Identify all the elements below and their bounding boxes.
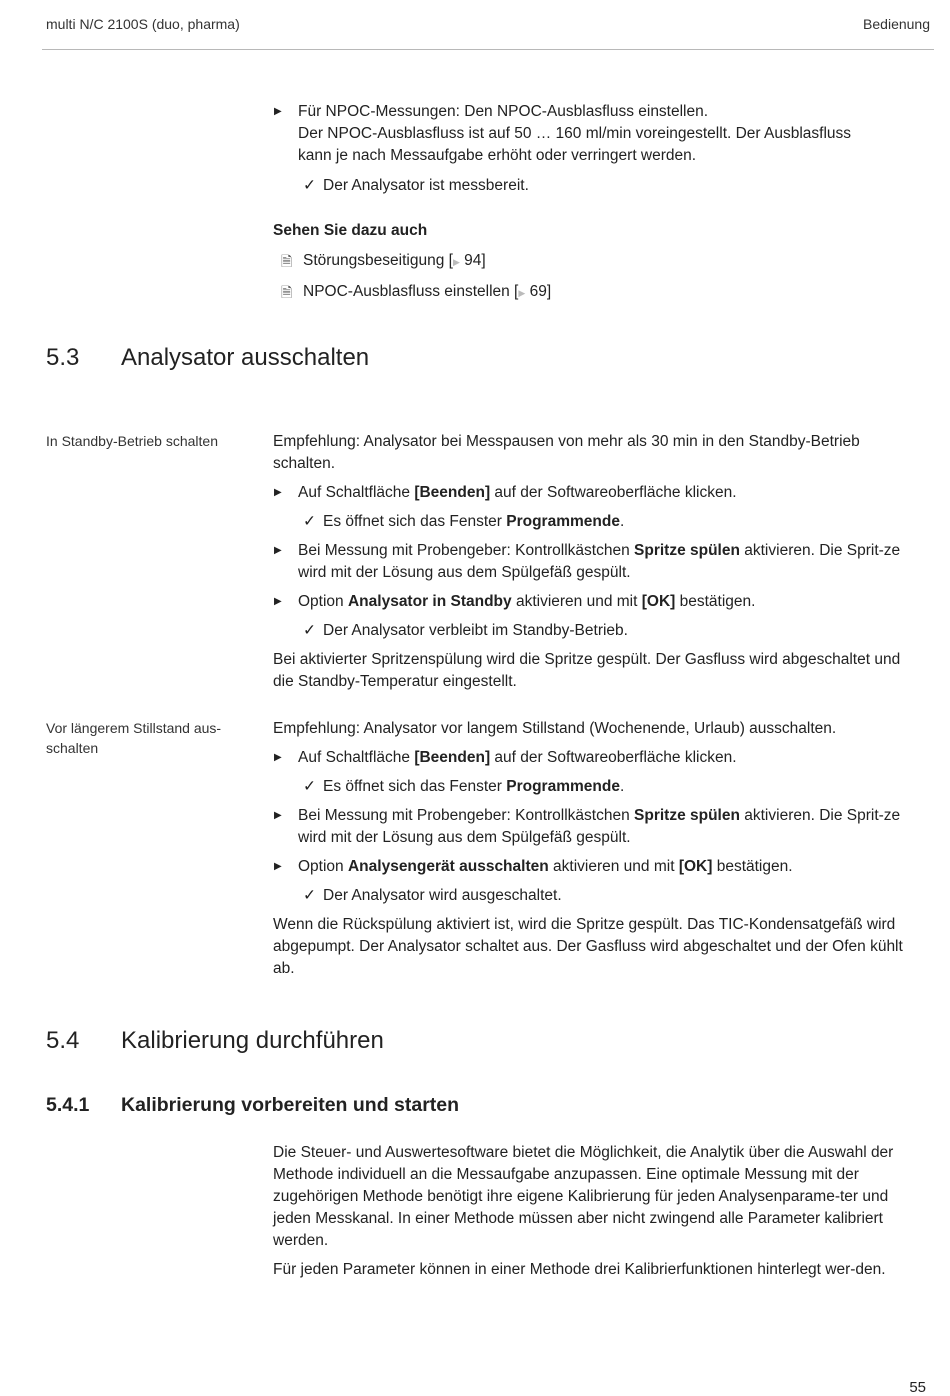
- document-icon: 🗎: [281, 284, 293, 300]
- triangle-right-icon: ▶: [274, 545, 282, 556]
- step-bullet: [273, 101, 923, 167]
- running-header-chapter: Bedienung: [863, 16, 930, 32]
- calibration-intro: [273, 1142, 923, 1281]
- section-heading-5-3: [46, 344, 369, 372]
- step-text: Für NPOC-Messungen: Den NPOC-Ausblasfluss einstellen.: [298, 103, 709, 120]
- page-number: 55: [909, 1379, 926, 1396]
- section-number: 5.4.1: [46, 1094, 90, 1116]
- step-bullet: [273, 591, 923, 613]
- step-text: auf der Softwareoberfläche klicken.: [490, 484, 737, 501]
- step-bullet: [273, 540, 923, 584]
- see-also-heading: Sehen Sie dazu auch: [273, 222, 428, 239]
- step-text: bestätigen.: [712, 858, 793, 875]
- result-text: Der Analysator ist messbereit.: [323, 177, 529, 194]
- checkmark-icon: ✓: [303, 513, 316, 530]
- triangle-right-icon: ▶: [274, 487, 282, 498]
- paragraph: Die Steuer- und Auswertesoftware bietet die Möglichkeit, die Analytik über die Auswahl der Methode individuell an die Messaufgabe anzupassen. Eine optimale Messung mit der zugehörigen Methode benötigt ihre eigene Kalibrierung für jeden Analysenparame-ter und jeden Messkanal. In einer Methode müssen aber nicht zwingend alle Parameter kalibriert werden.: [273, 1144, 894, 1249]
- ui-term: Programmende: [506, 778, 620, 795]
- result-text: .: [619, 778, 625, 795]
- checkmark-icon: ✓: [303, 778, 316, 795]
- step-bullet: [273, 482, 923, 504]
- triangle-right-icon: ▶: [452, 257, 460, 267]
- see-also-block: [273, 220, 923, 304]
- step-text: Option: [298, 593, 348, 610]
- section-number: 5.4: [46, 1027, 80, 1054]
- step-text-cont: Der NPOC-Ausblasfluss ist auf 50 … 160 ml/min voreingestellt. Der Ausblasfluss: [298, 125, 852, 142]
- link-label: NPOC-Ausblasfluss einstellen [: [303, 283, 519, 300]
- step-bullet: [273, 805, 923, 849]
- step-text: auf der Softwareoberfläche klicken.: [490, 749, 737, 766]
- triangle-right-icon: ▶: [274, 106, 282, 117]
- step-result: [273, 511, 923, 533]
- standby-procedure: [273, 431, 923, 693]
- triangle-right-icon: ▶: [274, 861, 282, 872]
- step-result: [273, 776, 923, 798]
- step-text: Bei Messung mit Probengeber: Kontrollkästchen: [298, 807, 635, 824]
- see-also-link-troubleshooting[interactable]: [273, 250, 923, 273]
- margin-label-standby: In Standby-Betrieb schalten: [46, 433, 218, 449]
- step-text: aktivieren und mit: [511, 593, 642, 610]
- step-text: Bei Messung mit Probengeber: Kontrollkästchen: [298, 542, 635, 559]
- step-text: Option: [298, 858, 348, 875]
- link-label: Störungsbeseitigung [: [303, 252, 453, 269]
- ui-term: Spritze spülen: [634, 807, 740, 824]
- section-heading-5-4: [46, 1027, 384, 1055]
- outro-text: Bei aktivierter Spritzenspülung wird die Spritze gespült. Der Gasfluss wird abgeschaltet und die Standby-Temperatur eingestellt.: [273, 651, 901, 690]
- section-title: Analysator ausschalten: [121, 344, 370, 371]
- step-bullet: [273, 856, 923, 878]
- ui-term: Analysengerät ausschalten: [347, 858, 549, 875]
- result-text: Der Analysator verbleibt im Standby-Betrieb.: [323, 622, 628, 639]
- step-result: [273, 885, 923, 907]
- shutdown-procedure: [273, 718, 923, 980]
- step-text: aktivieren. Die Sprit-ze wird mit der Lösung aus dem Spülgefäß gespült.: [298, 807, 901, 846]
- result-text: Es öffnet sich das Fenster: [323, 513, 507, 530]
- margin-label-shutdown: Vor längerem Stillstand aus-schalten: [46, 720, 222, 756]
- ui-term: Analysator in Standby: [347, 593, 512, 610]
- outro-text: Wenn die Rückspülung aktiviert ist, wird die Spritze gespült. Das TIC-Kondensatgefäß wird abgepumpt. Der Analysator schaltet aus. Der Gasfluss wird abgeschaltet und der Ofen kühlt ab.: [273, 916, 903, 977]
- section-title: Kalibrierung vorbereiten und starten: [121, 1094, 460, 1116]
- triangle-right-icon: ▶: [274, 752, 282, 763]
- triangle-right-icon: ▶: [274, 810, 282, 821]
- ui-term: [Beenden]: [414, 484, 491, 501]
- section-heading-5-4-1: [46, 1094, 459, 1117]
- triangle-right-icon: ▶: [518, 288, 526, 298]
- step-text: bestätigen.: [675, 593, 756, 610]
- result-text: .: [619, 513, 625, 530]
- section-title: Kalibrierung durchführen: [121, 1027, 384, 1054]
- result-text: Es öffnet sich das Fenster: [323, 778, 507, 795]
- step-bullet: [273, 747, 923, 769]
- ui-term: [Beenden]: [414, 749, 491, 766]
- link-page: 69]: [529, 283, 552, 300]
- see-also-link-npoc-flow[interactable]: [273, 281, 923, 304]
- ui-term: [OK]: [641, 593, 676, 610]
- step-text: aktivieren. Die Sprit-ze wird mit der Lösung aus dem Spülgefäß gespült.: [298, 542, 901, 581]
- header-divider: [42, 49, 934, 50]
- intro-text: Empfehlung: Analysator bei Messpausen von mehr als 30 min in den Standby-Betrieb schalten.: [273, 433, 860, 472]
- section-number: 5.3: [46, 344, 80, 371]
- triangle-right-icon: ▶: [274, 596, 282, 607]
- ui-term: [OK]: [678, 858, 713, 875]
- step-text: Auf Schaltfläche: [298, 749, 415, 766]
- result-text: Der Analysator wird ausgeschaltet.: [323, 887, 562, 904]
- link-page: 94]: [464, 252, 486, 269]
- running-header-title: multi N/C 2100S (duo, pharma): [46, 16, 240, 32]
- document-icon: 🗎: [281, 253, 293, 269]
- step-text: aktivieren und mit: [548, 858, 679, 875]
- checkmark-icon: ✓: [303, 177, 316, 194]
- ui-term: Programmende: [506, 513, 620, 530]
- step-text-cont: kann je nach Messaufgabe erhöht oder verringert werden.: [298, 147, 697, 164]
- npoc-step-block: [273, 101, 923, 197]
- step-result: [273, 175, 923, 197]
- checkmark-icon: ✓: [303, 622, 316, 639]
- step-result: [273, 620, 923, 642]
- ui-term: Spritze spülen: [634, 542, 740, 559]
- intro-text: Empfehlung: Analysator vor langem Stillstand (Wochenende, Urlaub) ausschalten.: [273, 720, 837, 737]
- step-text: Auf Schaltfläche: [298, 484, 415, 501]
- paragraph: Für jeden Parameter können in einer Methode drei Kalibrierfunktionen hinterlegt wer-den.: [273, 1261, 886, 1278]
- checkmark-icon: ✓: [303, 887, 316, 904]
